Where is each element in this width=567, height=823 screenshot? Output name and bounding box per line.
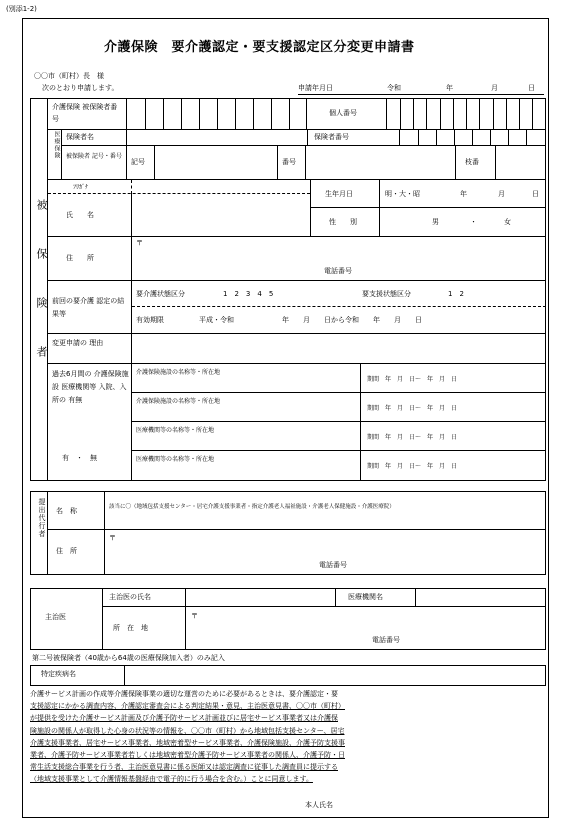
facility-period[interactable]: 期間 年 月 日～ 年 月 日 (367, 463, 458, 470)
facility-period[interactable]: 期間 年 月 日～ 年 月 日 (367, 405, 458, 412)
address-label: 住 所 (66, 254, 94, 262)
sex-label: 性 別 (329, 218, 357, 226)
doctor-name-field[interactable] (185, 589, 335, 606)
proxy-address-label: 住 所 (56, 547, 77, 555)
sex-separator: ・ (470, 218, 477, 226)
addressee: 〇〇市（町村）長 様 (34, 72, 104, 80)
care-level-label: 要介護状態区分 (136, 290, 185, 298)
doctor-table (30, 588, 546, 650)
disease-field[interactable] (125, 666, 545, 685)
main-table (30, 98, 546, 481)
previous-result-label: 前回の要介護 認定の結果等 (52, 297, 125, 318)
institution-field[interactable] (415, 589, 545, 606)
address-field[interactable] (131, 236, 545, 280)
proxy-side-label: 提出代行者 (31, 492, 48, 574)
consent-text (30, 688, 546, 786)
doctor-location-label: 所 在 地 (113, 624, 148, 632)
personal-number-boxes[interactable] (386, 99, 545, 129)
consent-line: （地域支援事業として介護情報基盤経由で電子的に行う場合を含む。）ことに同意します。 (30, 775, 313, 784)
facility-row (132, 364, 546, 393)
proxy-postal-mark: 〒 (109, 534, 116, 542)
doctor-label: 主治医 (31, 589, 103, 649)
validity-label: 有効期限 (136, 316, 164, 324)
request-line: 次のとおり申請します。 (42, 84, 119, 92)
insured-side-column (31, 99, 48, 480)
name-field[interactable] (132, 194, 310, 236)
sex-male[interactable]: 男 (432, 218, 439, 226)
name-label: 氏 名 (66, 211, 94, 219)
facility-row (132, 451, 546, 480)
sex-selector[interactable] (379, 208, 546, 236)
birth-date-field[interactable] (379, 180, 546, 207)
facility-row-label: 介護保険施設の名称等・所在地 (136, 369, 221, 376)
insured-number-boxes[interactable] (126, 99, 306, 129)
doctor-location-field[interactable] (185, 607, 545, 649)
sex-female[interactable]: 女 (504, 218, 511, 226)
support-level-options[interactable]: 1 2 (448, 290, 464, 298)
proxy-name-label: 名 称 (56, 507, 77, 515)
insurer-name-field[interactable] (126, 130, 307, 145)
support-level-label: 要支援状態区分 (362, 290, 411, 298)
proxy-name-note: 該当に〇（地域包括支援センター・居宅介護支援事業者・指定介護老人福祉施設・介護老人保健施設・介護医療院） (109, 504, 395, 510)
disease-label: 特定疾病名 (31, 666, 125, 685)
second-insured-heading: 第二号被保険者（40歳から64歳の医療保険加入者）のみ記入 (32, 654, 225, 662)
insurer-number-boxes[interactable] (399, 130, 545, 145)
birth-eras: 明・大・昭 (385, 190, 420, 198)
date-year: 年 (446, 84, 453, 92)
insured-side-label: 被保険者 (35, 199, 48, 395)
branch-field[interactable] (495, 146, 545, 179)
consent-line: 支援認定にかかる調査内容、介護認定審査会による判定結果・意見、主治医意見書、〇〇市（町村） (30, 702, 345, 711)
application-date-label: 申請年月日 (298, 84, 333, 92)
change-reason-field[interactable] (131, 334, 545, 363)
signature-label: 本人氏名 (305, 801, 333, 809)
postal-mark: 〒 (136, 239, 143, 247)
insurer-name-label: 保険者名 (66, 133, 94, 141)
personal-number-label: 個人番号 (329, 109, 357, 117)
number-field[interactable] (305, 146, 455, 179)
date-era: 令和 (387, 84, 401, 92)
consent-line: 業者、介護予防サービス事業者若しくは地域密着型介護予防サービス事業者の関係人、介護予防・日 (30, 751, 345, 760)
insured-symbol-label: 被保険者 記号・番号 (66, 153, 122, 160)
facility-history-label: 過去6月間の 介護保険施設 医療機関等 入院、入所の 有無 (52, 370, 129, 404)
proxy-address-field[interactable] (104, 530, 545, 574)
birth-month: 月 (498, 190, 505, 198)
facility-row-label: 医療機関等の名称等・所在地 (136, 456, 215, 463)
institution-label: 医療機関名 (335, 589, 415, 606)
consent-line: 常生活支援総合事業を行う者、主治医意見書に係る医師又は認定調査に従事した調査員に提示する (30, 763, 338, 772)
form-title: 介護保険 要介護認定・要支援認定区分変更申請書 (104, 40, 415, 55)
attachment-label: (別添1-2) (6, 5, 37, 13)
symbol-label: 記号 (126, 146, 154, 179)
facility-row-label: 医療機関等の名称等・所在地 (136, 427, 215, 434)
validity-eras[interactable]: 平成・令和 (199, 316, 234, 324)
furigana-label: ﾌﾘｶﾞﾅ (48, 180, 310, 194)
date-day: 日 (528, 84, 535, 92)
phone-label: 電話番号 (324, 267, 352, 275)
facility-row (132, 393, 546, 422)
insurer-number-label: 保険者番号 (307, 130, 399, 145)
disease-row (30, 665, 546, 686)
symbol-field[interactable] (154, 146, 277, 179)
branch-label: 枝番 (455, 146, 495, 179)
signature-field[interactable] (352, 810, 542, 811)
medical-insurance-label: 医療保険 (48, 130, 62, 179)
facility-row-label: 介護保険施設の名称等・所在地 (136, 398, 221, 405)
doctor-phone-label: 電話番号 (372, 636, 400, 644)
facility-presence[interactable]: 有 ・ 無 (62, 454, 97, 462)
doctor-postal-mark: 〒 (191, 612, 198, 620)
number-label: 番号 (277, 146, 305, 179)
proxy-table (30, 491, 546, 575)
date-underline (298, 94, 544, 95)
birth-date-label: 生年月日 (325, 190, 353, 198)
change-reason-label: 変更申請の 理由 (52, 339, 104, 347)
consent-line: 介護支援事業者、居宅サービス事業者、地域密着型サービス事業者、介護保険施設、介護予防支援事 (30, 738, 345, 747)
facility-period[interactable]: 期間 年 月 日～ 年 月 日 (367, 434, 458, 441)
consent-line: が提供を受けた介護サービス計画及び介護予防サービス計画並びに居宅サービス事業者又は介護保 (30, 714, 338, 723)
birth-day: 日 (532, 190, 539, 198)
consent-line: 険施設の関係人が取得した心身の状況等の情報を、〇〇市（町村）から地域包括支援センター、居宅 (30, 726, 345, 735)
date-month: 月 (491, 84, 498, 92)
consent-line: 介護サービス計画の作成等介護保険事業の適切な運営のために必要があるときは、要介護認定・要 (30, 690, 338, 698)
proxy-name-field[interactable] (104, 492, 545, 529)
proxy-phone-label: 電話番号 (319, 561, 347, 569)
birth-year: 年 (460, 190, 467, 198)
insured-number-label: 介護保険 被保険者番号 (52, 103, 118, 123)
validity-period[interactable]: 年 月 日から令和 年 月 日 (282, 316, 422, 324)
doctor-name-label: 主治医の氏名 (109, 593, 151, 601)
facility-period[interactable]: 期間 年 月 日～ 年 月 日 (367, 376, 458, 383)
facility-row (132, 422, 546, 451)
care-level-options[interactable]: 1 2 3 4 5 (223, 290, 274, 298)
